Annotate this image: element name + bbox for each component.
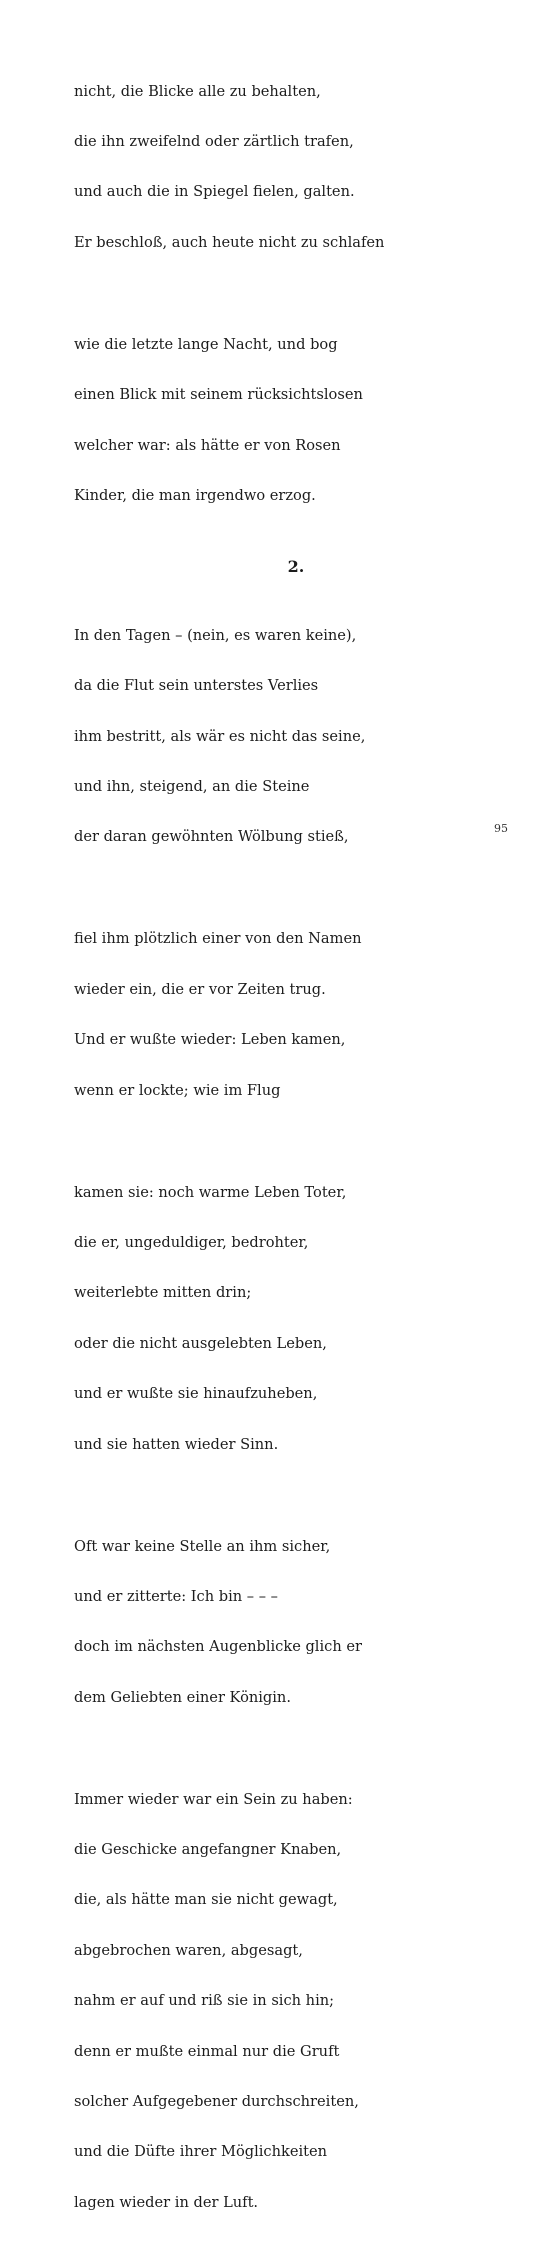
stanza [74,303,494,538]
page-number: 95 [494,822,508,835]
verse-line: weiterlebte mitten drin; [74,1284,252,1302]
verse-line: Er beschloß, auch heute nicht zu schlafen [74,233,385,251]
verse-line: oder die nicht ausgelebten Leben, [74,1334,327,1352]
verse-line: welcher war: als hätte er von Rosen [74,436,341,454]
stanza-gap [74,285,494,303]
verse-line: dem Geliebten einer Königin. [74,1688,291,1706]
verse-line: wieder ein, die er vor Zeiten trug. [74,980,326,998]
verse-line: wie die letzte lange Nacht, und bog [74,335,338,353]
stanza-gap [74,880,494,898]
verse-line: einen Blick mit seinem rücksichtslosen [74,386,363,404]
verse-line: abgebrochen waren, abgesagt, [74,1941,303,1959]
verse-line: fiel ihm plötzlich einer von den Namen [74,930,362,948]
stanza [74,50,494,285]
verse-line: In den Tagen – (nein, es waren keine), [74,626,357,644]
stanza [74,898,494,1133]
stanza-gap [74,1740,494,1758]
verse-line: und er wußte sie hinaufzuheben, [74,1385,318,1403]
verse-line: und die Düfte ihrer Möglichkeiten [74,2143,328,2161]
verse-line: die, als hätte man sie nicht gewagt, [74,1891,338,1909]
verse-line: die ihn zweifelnd oder zärtlich trafen, [74,132,354,150]
verse-line: nahm er auf und riß sie in sich hin; [74,1992,335,2010]
stanza [74,1758,494,2245]
verse-line: Oft war keine Stelle an ihm sicher, [74,1537,331,1555]
stanza-gap [74,1133,494,1151]
verse-line: die Geschicke angefangner Knaben, [74,1841,342,1859]
stanza [74,1151,494,1487]
verse-line: Immer wieder war ein Sein zu haben: [74,1790,353,1808]
verse-line: nicht, die Blicke alle zu behalten, [74,82,321,100]
stanza-gap [74,1487,494,1505]
verse-line: da die Flut sein unterstes Verlies [74,677,319,695]
verse-line: ihm bestritt, als wär es nicht das seine, [74,727,366,745]
verse-line: kamen sie: noch warme Leben Toter, [74,1183,347,1201]
stanza [74,1505,494,1740]
verse-line: doch im nächsten Augenblicke glich er [74,1638,362,1656]
verse-line: lagen wieder in der Luft. [74,2193,259,2211]
verse-line: wenn er lockte; wie im Flug [74,1081,281,1099]
verse-line: der daran gewöhnten Wölbung stieß, [74,828,349,846]
verse-line: und auch die in Spiegel fielen, galten. [74,183,355,201]
section-number: 2. [287,557,305,577]
verse-line: die er, ungeduldiger, bedrohter, [74,1234,309,1251]
stanza [74,594,494,880]
verse-line: und ihn, steigend, an die Steine [74,778,310,796]
verse-line: denn er mußte einmal nur die Gruft [74,2042,340,2060]
verse-line: solcher Aufgegebener durchschreiten, [74,2093,359,2111]
page-body [74,50,494,2245]
verse-line: Und er wußte wieder: Leben kamen, [74,1031,346,1049]
verse-line: und er zitterte: Ich bin – – – [74,1587,278,1605]
verse-line: und sie hatten wieder Sinn. [74,1435,279,1453]
verse-line: Kinder, die man irgendwo erzog. [74,486,316,504]
